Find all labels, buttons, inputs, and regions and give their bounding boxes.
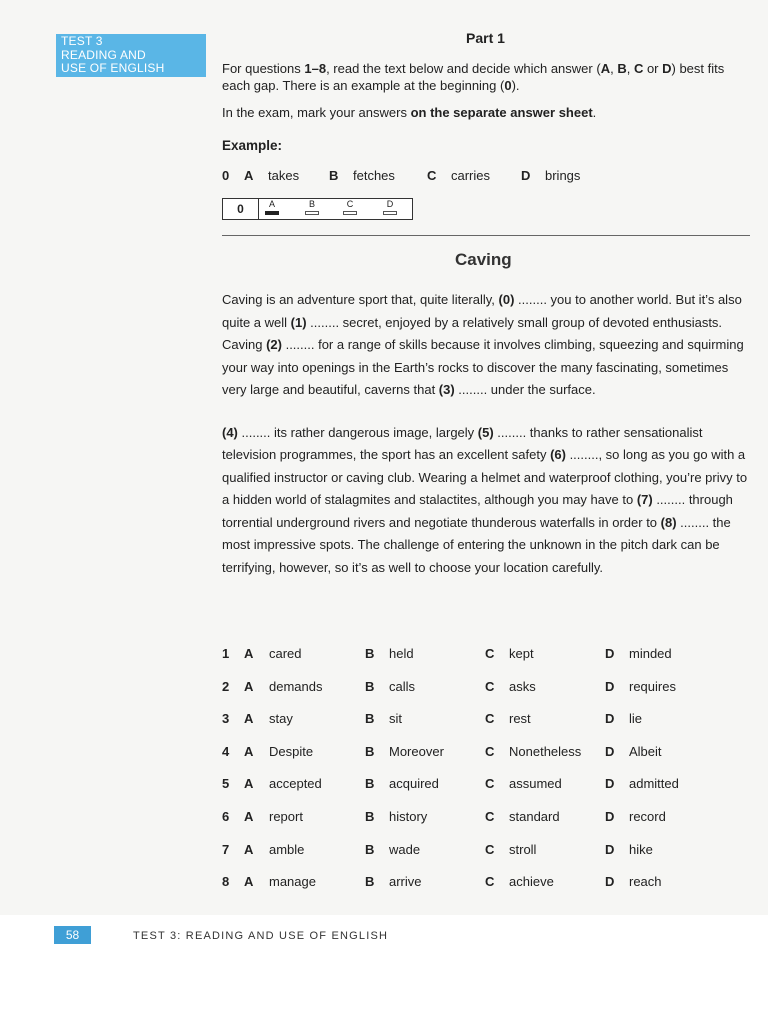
option-word: Despite xyxy=(269,743,314,759)
section-badge xyxy=(56,34,206,77)
passage-text: ........ secret, enjoyed by a relatively small group of devoted enthusiasts. Caving xyxy=(222,314,723,352)
option-word: held xyxy=(389,646,414,661)
option-letter: B xyxy=(365,841,375,857)
example-option-letter: C xyxy=(427,168,437,183)
example-option-word: fetches xyxy=(353,168,395,183)
instructions-text: D xyxy=(662,61,672,76)
option-letter: C xyxy=(485,841,495,857)
option-letter: C xyxy=(485,678,495,694)
example-option-letter: B xyxy=(329,168,339,183)
option-letter: C xyxy=(485,743,495,759)
answer-box-option xyxy=(303,200,321,215)
option-letter: B xyxy=(365,776,375,792)
option-word: demands xyxy=(269,678,323,694)
option-word: rest xyxy=(509,711,531,727)
option-word: calls xyxy=(389,678,416,694)
option-letter: A xyxy=(244,874,254,890)
option-word: cared xyxy=(269,646,302,661)
answer-box-option xyxy=(341,200,359,215)
question-number: 7 xyxy=(222,841,230,857)
instructions-paragraph xyxy=(222,104,752,121)
footer-title: TEST 3: READING AND USE OF ENGLISH xyxy=(133,930,389,942)
example-option-word: brings xyxy=(545,168,581,183)
answer-box-letter: B xyxy=(308,199,315,209)
option-word: requires xyxy=(629,678,676,694)
gap-number: (1) xyxy=(290,314,307,330)
answer-bubble xyxy=(343,211,357,215)
passage-text: ........, so long as you go with a qualified instructor or caving club. Wearing a helmet and waterproof clothing, you’re privy to a hidden world of stalagmites and stalactites, although you may have to xyxy=(222,447,748,507)
instructions-text: B xyxy=(617,61,627,76)
instructions-text: . xyxy=(592,105,597,120)
passage-paragraph xyxy=(222,422,754,580)
instructions-text: ). xyxy=(511,78,520,93)
page-number: 58 xyxy=(54,926,91,944)
gap-number: (3) xyxy=(438,382,455,397)
answer-bubble xyxy=(383,211,397,215)
instructions-paragraph xyxy=(222,60,752,94)
instructions-text: For questions xyxy=(222,61,305,76)
option-letter: B xyxy=(365,809,375,824)
option-letter: B xyxy=(365,646,375,661)
example-option-letter: D xyxy=(521,168,531,183)
option-letter: A xyxy=(244,646,254,661)
answer-bubble xyxy=(305,211,319,215)
gap-number: (7) xyxy=(636,492,653,507)
option-letter: D xyxy=(605,874,615,890)
instructions-text: , xyxy=(626,61,634,76)
option-word: standard xyxy=(509,809,560,824)
section-badge-line: TEST 3 xyxy=(61,34,103,48)
question-number: 4 xyxy=(222,743,230,759)
example-option-letter: A xyxy=(244,168,254,183)
example-option-word: takes xyxy=(268,168,300,183)
passage-text: ........ through torrential underground rivers and negotiate thunderous waterfalls in order to xyxy=(222,492,733,530)
option-letter: D xyxy=(605,809,615,824)
option-word: kept xyxy=(509,646,534,661)
example-option-word: carries xyxy=(451,168,491,183)
instructions-text: A xyxy=(600,61,611,76)
answer-box-letter: D xyxy=(386,199,394,209)
option-letter: C xyxy=(485,809,495,824)
option-letter: A xyxy=(244,809,254,824)
passage-text: ........ the most impressive spots. The challenge of entering the unknown in the pitch dark can be terrifying, however, so it’s as well to choose your location carefully. xyxy=(222,514,731,575)
option-word: Moreover xyxy=(389,743,444,759)
option-letter: D xyxy=(605,776,615,792)
instructions-text: C xyxy=(633,61,644,76)
option-word: accepted xyxy=(269,776,322,792)
passage-text: ........ under the surface. xyxy=(454,382,596,397)
gap-number: (6) xyxy=(550,447,566,462)
example-number: 0 xyxy=(222,168,230,183)
option-letter: C xyxy=(485,711,495,727)
gap-number: (4) xyxy=(222,424,238,440)
option-word: stroll xyxy=(509,841,537,857)
option-letter: B xyxy=(365,711,375,727)
option-word: minded xyxy=(629,646,672,661)
option-word: sit xyxy=(389,711,402,727)
passage xyxy=(222,289,754,579)
passage-text: ........ you to another world. But it’s also quite a well xyxy=(222,292,742,330)
passage-text: Caving is an adventure sport that, quite literally, xyxy=(222,292,499,307)
option-word: manage xyxy=(269,874,316,890)
option-letter: D xyxy=(605,711,615,727)
option-word: stay xyxy=(269,711,293,727)
part-title: Part 1 xyxy=(466,30,505,46)
option-word: lie xyxy=(629,711,643,727)
option-letter: D xyxy=(605,841,615,857)
option-letter: C xyxy=(485,776,495,792)
option-word: amble xyxy=(269,841,305,857)
passage-text: ........ its rather dangerous image, largely xyxy=(237,424,478,440)
option-word: history xyxy=(389,809,428,824)
option-word: record xyxy=(629,809,666,824)
question-number: 6 xyxy=(222,809,230,824)
text-title: Caving xyxy=(455,250,512,269)
gap-number: (2) xyxy=(266,337,282,352)
question-number: 5 xyxy=(222,776,230,792)
instructions-text: 1–8 xyxy=(304,61,327,76)
gap-number: (8) xyxy=(660,514,677,530)
option-word: asks xyxy=(509,678,536,694)
instructions-text: ) best fits each gap. There is an example at the beginning ( xyxy=(222,61,725,93)
option-word: reach xyxy=(629,874,662,890)
option-letter: A xyxy=(244,841,254,857)
passage-text: ........ for a range of skills because it involves climbing, squeezing and squirming your way into openings in the Earth’s rocks to discover the many fascinating, sometimes very large and beautiful, caverns that xyxy=(222,337,744,397)
option-word: achieve xyxy=(509,874,554,890)
option-letter: D xyxy=(605,646,615,661)
option-letter: D xyxy=(605,743,615,759)
option-word: acquired xyxy=(389,776,439,792)
option-word: admitted xyxy=(629,776,679,792)
answer-bubble xyxy=(265,211,279,215)
section-badge-line: USE OF ENGLISH xyxy=(61,61,165,75)
answer-box-option xyxy=(263,200,281,215)
instructions-text: , xyxy=(610,61,618,76)
option-letter: C xyxy=(485,874,495,890)
option-letter: A xyxy=(244,678,254,694)
instructions-text: , read the text below and decide which answer ( xyxy=(326,61,601,76)
option-letter: A xyxy=(244,711,254,727)
option-letter: D xyxy=(605,678,615,694)
gap-number: (0) xyxy=(498,292,515,307)
question-number: 1 xyxy=(222,646,230,661)
answer-box-letter: C xyxy=(346,199,354,209)
instructions-text: or xyxy=(643,61,663,76)
option-letter: B xyxy=(365,743,375,759)
question-number: 3 xyxy=(222,711,230,727)
option-word: wade xyxy=(389,841,421,857)
instructions-text: In the exam, mark your answers xyxy=(222,105,411,120)
option-letter: A xyxy=(244,743,254,759)
option-word: Nonetheless xyxy=(509,743,582,759)
example-label: Example: xyxy=(222,138,283,153)
passage-text: ........ thanks to rather sensationalist television programmes, the sport has an excellent safety xyxy=(222,424,703,462)
gap-number: (5) xyxy=(477,424,494,440)
option-word: hike xyxy=(629,841,653,857)
instructions xyxy=(222,60,752,121)
option-letter: B xyxy=(365,874,375,890)
option-letter: C xyxy=(485,646,495,661)
option-letter: A xyxy=(244,776,254,792)
instructions-text: on the separate answer sheet xyxy=(410,105,593,120)
section-badge-line: READING AND xyxy=(61,47,146,62)
question-number: 8 xyxy=(222,874,230,890)
answer-box-letter: A xyxy=(268,199,275,209)
answer-box-option xyxy=(381,200,399,215)
option-letter: B xyxy=(365,678,375,694)
option-word: report xyxy=(269,809,303,824)
passage-paragraph xyxy=(222,289,754,402)
option-word: Albeit xyxy=(629,743,662,759)
answer-box-number: 0 xyxy=(223,199,259,219)
divider xyxy=(222,235,750,236)
example-answer-box xyxy=(222,198,413,220)
instructions-text: 0 xyxy=(504,78,512,93)
option-word: assumed xyxy=(509,776,562,792)
option-word: arrive xyxy=(389,874,422,890)
question-number: 2 xyxy=(222,678,230,694)
